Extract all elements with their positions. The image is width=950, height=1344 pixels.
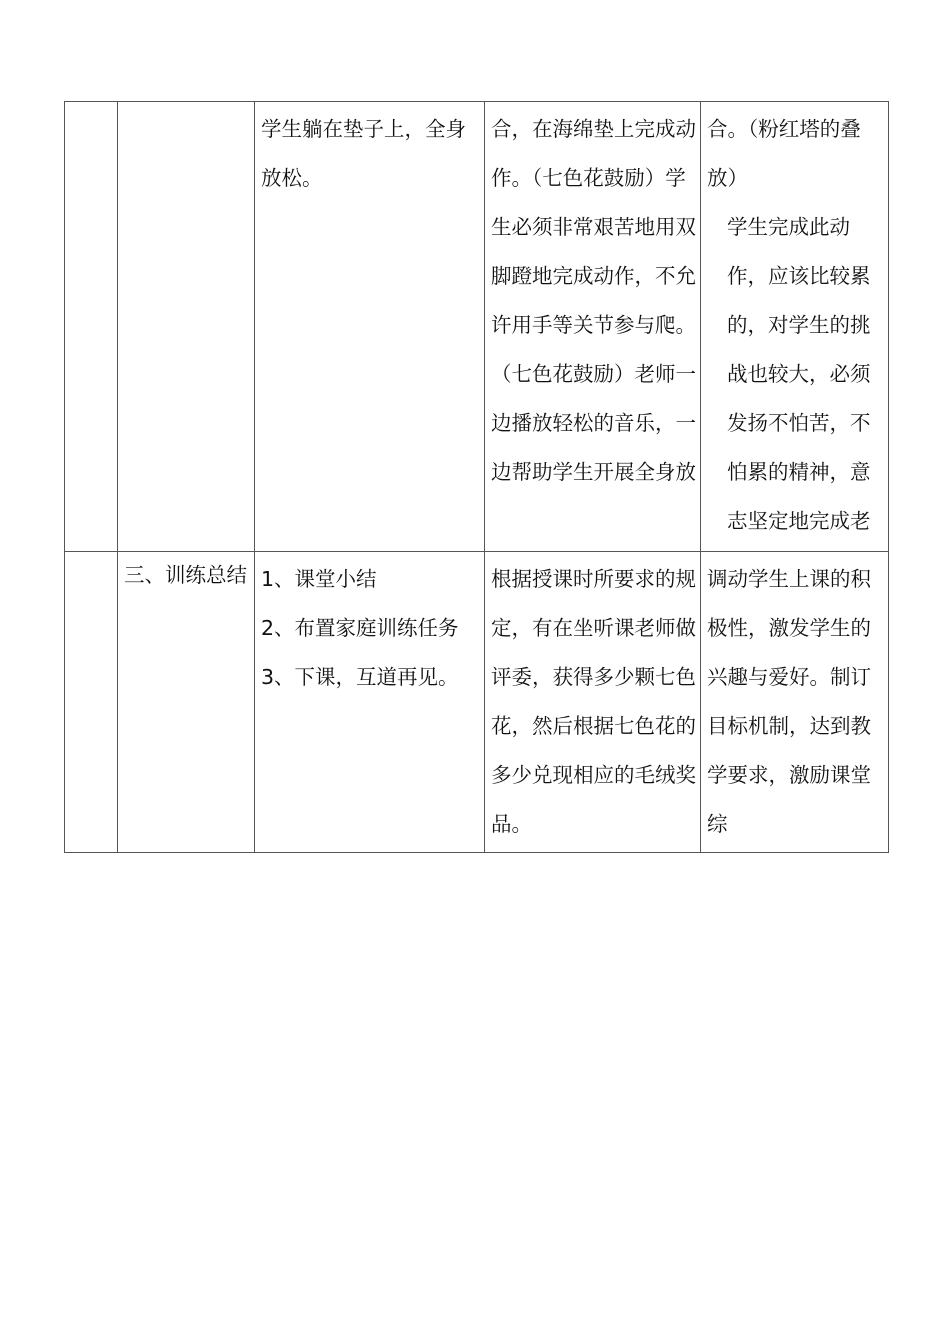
row1-process-cell bbox=[255, 102, 485, 552]
row1-col1-text bbox=[65, 102, 117, 551]
row2-method-text: 根据授课时所要求的规定，有在坐听课老师做评委，获得多少颗七色花，然后根据七色花的多少兑现相应的毛绒奖品。 bbox=[491, 567, 696, 836]
row2-process-cell bbox=[255, 552, 485, 853]
list-item: 2、布置家庭训练任务 bbox=[261, 616, 459, 640]
row1-intent-block bbox=[701, 102, 888, 551]
row2-col1-text bbox=[65, 552, 117, 852]
stage-title: 三、训练总结 bbox=[124, 563, 247, 587]
row2-col1-cell bbox=[65, 552, 118, 853]
row1-col1-cell bbox=[65, 102, 118, 552]
row1-intent-cell bbox=[701, 102, 889, 552]
row1-intent-text-2: 学生完成此动作，应该比较累的，对学生的挑战也较大，必须发扬不怕苦，不怕累的精神，意志坚定地完成老 bbox=[727, 215, 871, 533]
list-item: 3、下课，互道再见。 bbox=[261, 665, 459, 689]
row1-process-text: 学生躺在垫子上，全身放松。 bbox=[261, 117, 466, 190]
row2-intent-cell bbox=[701, 552, 889, 853]
row1-col2-text bbox=[118, 102, 254, 551]
list-item: 1、课堂小结 bbox=[261, 567, 377, 591]
table-row bbox=[65, 552, 889, 853]
row1-method-text: 合，在海绵垫上完成动作。（七色花鼓励）学生必须非常艰苦地用双脚蹬地完成动作，不允许用手等关节参与爬。（七色花鼓励）老师一边播放轻松的音乐，一边帮助学生开展全身放 bbox=[491, 117, 696, 484]
row1-col2-cell bbox=[118, 102, 255, 552]
lesson-plan-table bbox=[64, 101, 889, 853]
row2-method-cell bbox=[485, 552, 701, 853]
row1-method-cell bbox=[485, 102, 701, 552]
row2-stage-cell bbox=[118, 552, 255, 853]
row1-intent-text-1: 合。（粉红塔的叠放） bbox=[707, 117, 861, 190]
summary-list bbox=[255, 552, 484, 852]
row2-intent-text: 调动学生上课的积极性，激发学生的兴趣与爱好。制订目标机制，达到教学要求，激励课堂综 bbox=[707, 567, 871, 836]
table-row bbox=[65, 102, 889, 552]
